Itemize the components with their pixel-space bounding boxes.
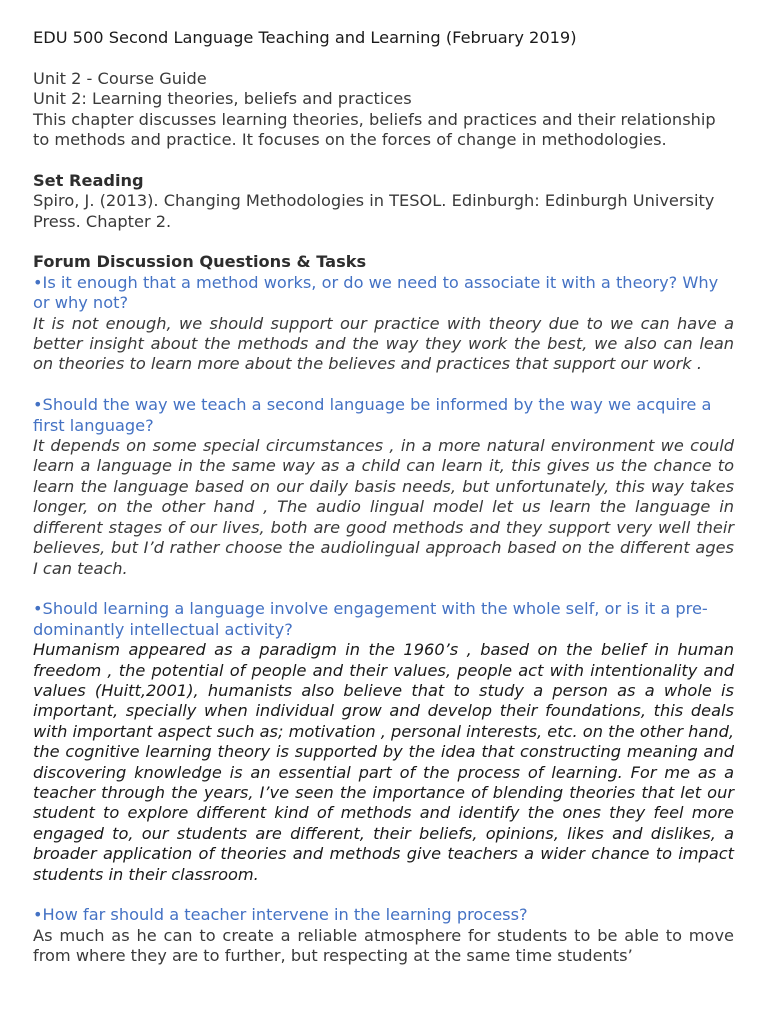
document-title: EDU 500 Second Language Teaching and Learning (February 2019): [33, 28, 577, 47]
unit-guide-label: Unit 2 - Course Guide: [33, 68, 207, 88]
spacer: [33, 885, 734, 905]
question-3: •Should learning a language involve engagement with the whole self, or is it a pre- dominantly intellectual activity?: [33, 599, 708, 639]
question-4: •How far should a teacher intervene in the learning process?: [33, 905, 528, 925]
unit-description: This chapter discusses learning theories, beliefs and practices and their relationship to methods and practice. It focuses on the forces of change in methodologies.: [33, 109, 716, 150]
unit-title: Unit 2: Learning theories, beliefs and practices: [33, 89, 412, 109]
spacer: [33, 375, 734, 395]
question-2: •Should the way we teach a second language be informed by the way we acquire a first language?: [33, 395, 712, 435]
set-reading-citation: Spiro, J. (2013). Changing Methodologies in TESOL. Edinburgh: Edinburgh University Press. Chapter 2.: [33, 191, 715, 231]
set-reading-heading: Set Reading: [33, 170, 144, 190]
spacer: [33, 48, 734, 68]
spacer: [33, 232, 734, 252]
spacer: [33, 579, 734, 599]
document-page: [33, 28, 734, 967]
forum-heading: Forum Discussion Questions & Tasks: [33, 252, 367, 272]
answer-1: It is not enough, we should support our practice with theory due to we can have a better insight about the methods and the way they work the best, we also can lean on theories to learn more about the believes and practices that support our work .: [33, 313, 734, 374]
answer-3: Humanism appeared as a paradigm in the 1960’s , based on the belief in human freedom , the potential of people and their values, people act with intentionality and values (Huitt,2001), humanists also believe that to study a person as a whole is important, specially when individual grow and develop their foundations, this deals with important aspect such as; motivation , personal interests, etc. on the other hand, the cognitive learning theory is supported by the idea that constructing meaning and discovering knowledge is an essential part of the process of learning. For me as a teacher through the years, I’ve seen the importance of blending theories that let our student to explore different kind of methods and identify the ones they feel more engaged to, our students are different, their beliefs, opinions, likes and dislikes, a broader application of theories and methods give teachers a wider chance to impact students in their classroom.: [33, 640, 734, 884]
question-1: •Is it enough that a method works, or do we need to associate it with a theory? Why or why not?: [33, 272, 719, 313]
spacer: [33, 150, 734, 170]
answer-2: It depends on some special circumstances , in a more natural environment we could learn a language in the same way as a child can learn it, this gives us the chance to learn the language based on our daily basis needs, but unfortunately, this way takes longer, on the other hand , The audio lingual model let us learn the language in different stages of our lives, both are good methods and they support very well their believes, but I’d rather choose the audiolingual approach based on the different ages I can teach.: [33, 436, 734, 578]
answer-4: As much as he can to create a reliable atmosphere for students to be able to move from where they are to further, but respecting at the same time students’: [33, 925, 734, 966]
